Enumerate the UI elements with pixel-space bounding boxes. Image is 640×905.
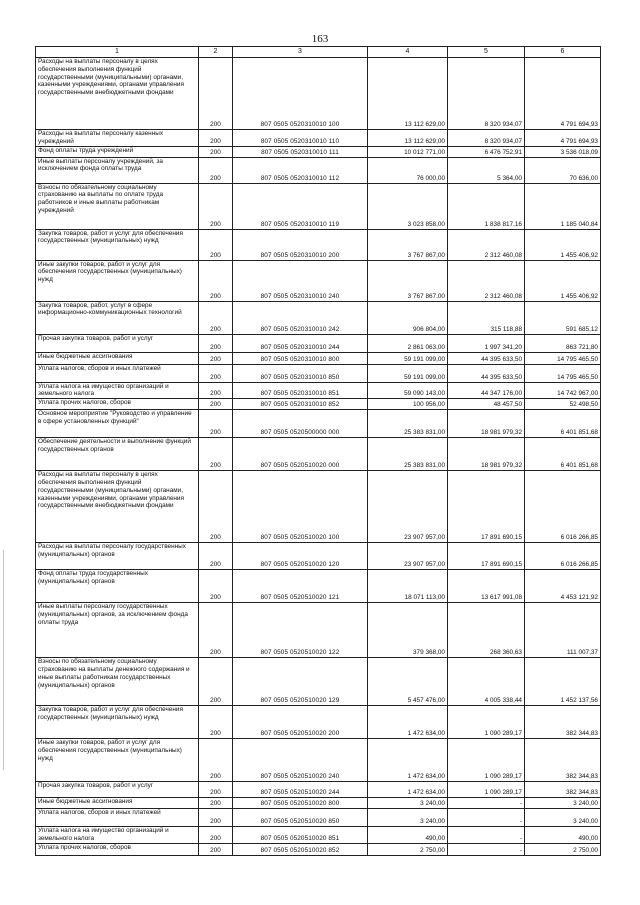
- executed-amount-cell: 6 476 752,91: [448, 146, 525, 157]
- column-number: 3: [233, 47, 368, 58]
- row-name-cell: Закупка товаров, работ и услуг для обеспечения государственных (муниципальных) нужд: [36, 706, 199, 739]
- approved-amount-cell: 23 907 957,00: [368, 543, 448, 570]
- row-kbk-cell: 807 0505 0520510020 129: [233, 658, 368, 706]
- table-row: [36, 183, 601, 229]
- row-code-cell: 200: [199, 334, 233, 352]
- budget-execution-table: [35, 46, 601, 856]
- approved-amount-cell: 906 804,00: [368, 301, 448, 334]
- table-row: [36, 570, 601, 603]
- row-kbk-cell: 807 0505 0520310010 112: [233, 157, 368, 183]
- unexecuted-amount-cell: 6 401 851,68: [525, 438, 601, 471]
- executed-amount-cell: 17 891 690,15: [448, 471, 525, 543]
- unexecuted-amount-cell: 1 185 040,84: [525, 183, 601, 229]
- executed-amount-cell: 44 347 176,00: [448, 382, 525, 399]
- unexecuted-amount-cell: 3 240,00: [525, 798, 601, 809]
- approved-amount-cell: 76 000,00: [368, 157, 448, 183]
- executed-amount-cell: 1 090 289,17: [448, 706, 525, 739]
- table-row: [36, 827, 601, 844]
- row-kbk-cell: 807 0505 0520310010 111: [233, 146, 368, 157]
- column-number: 1: [36, 47, 199, 58]
- table-row: [36, 782, 601, 798]
- executed-amount-cell: 4 005 338,44: [448, 658, 525, 706]
- approved-amount-cell: 23 907 957,00: [368, 471, 448, 543]
- row-name-cell: Уплата налога на имущество организаций и земельного налога: [36, 827, 199, 844]
- row-kbk-cell: 807 0505 0520510020 122: [233, 603, 368, 658]
- table-row: [36, 706, 601, 739]
- executed-amount-cell: 2 312 460,08: [448, 260, 525, 301]
- unexecuted-amount-cell: 4 791 694,93: [525, 58, 601, 130]
- row-kbk-cell: 807 0505 0520310010 242: [233, 301, 368, 334]
- table-row: [36, 471, 601, 543]
- column-number: 5: [448, 47, 525, 58]
- executed-amount-cell: 268 360,63: [448, 603, 525, 658]
- row-kbk-cell: 807 0505 0520310010 852: [233, 399, 368, 410]
- executed-amount-cell: 1 997 341,20: [448, 334, 525, 352]
- row-kbk-cell: 807 0505 0520310010 110: [233, 130, 368, 147]
- approved-amount-cell: 379 368,00: [368, 603, 448, 658]
- table-row: [36, 382, 601, 399]
- row-code-cell: 200: [199, 603, 233, 658]
- approved-amount-cell: 1 472 634,00: [368, 739, 448, 782]
- executed-amount-cell: 18 981 979,32: [448, 410, 525, 438]
- row-code-cell: 200: [199, 364, 233, 382]
- executed-amount-cell: 1 838 817,16: [448, 183, 525, 229]
- row-kbk-cell: 807 0505 0520510020 120: [233, 543, 368, 570]
- column-number: 6: [525, 47, 601, 58]
- executed-amount-cell: 1 090 289,17: [448, 782, 525, 798]
- row-code-cell: 200: [199, 157, 233, 183]
- executed-amount-cell: 8 320 934,07: [448, 130, 525, 147]
- executed-amount-cell: 8 320 934,07: [448, 58, 525, 130]
- row-kbk-cell: 807 0505 0520510020 244: [233, 782, 368, 798]
- unexecuted-amount-cell: 3 536 018,09: [525, 146, 601, 157]
- approved-amount-cell: 25 383 831,00: [368, 410, 448, 438]
- column-number: 4: [368, 47, 448, 58]
- executed-amount-cell: 17 891 690,15: [448, 543, 525, 570]
- unexecuted-amount-cell: 2 750,00: [525, 843, 601, 855]
- table-row: [36, 301, 601, 334]
- table-row: [36, 130, 601, 147]
- executed-amount-cell: 315 118,88: [448, 301, 525, 334]
- approved-amount-cell: 59 191 099,00: [368, 364, 448, 382]
- row-code-cell: 200: [199, 183, 233, 229]
- unexecuted-amount-cell: 1 452 137,56: [525, 658, 601, 706]
- table-row: [36, 364, 601, 382]
- row-name-cell: Уплата налогов, сборов и иных платежей: [36, 809, 199, 827]
- row-kbk-cell: 807 0505 0520510020 851: [233, 827, 368, 844]
- unexecuted-amount-cell: 3 240,00: [525, 809, 601, 827]
- row-code-cell: 200: [199, 658, 233, 706]
- unexecuted-amount-cell: 14 795 465,50: [525, 352, 601, 364]
- row-code-cell: 200: [199, 798, 233, 809]
- row-kbk-cell: 807 0505 0520510020 100: [233, 471, 368, 543]
- row-name-cell: Уплата налога на имущество организаций и земельного налога: [36, 382, 199, 399]
- row-code-cell: 200: [199, 827, 233, 844]
- row-kbk-cell: 807 0505 0520510020 121: [233, 570, 368, 603]
- unexecuted-amount-cell: 591 685,12: [525, 301, 601, 334]
- approved-amount-cell: 13 112 629,00: [368, 58, 448, 130]
- table-row: [36, 352, 601, 364]
- row-kbk-cell: 807 0505 0520310010 800: [233, 352, 368, 364]
- row-code-cell: 200: [199, 229, 233, 260]
- approved-amount-cell: 5 457 476,00: [368, 658, 448, 706]
- row-kbk-cell: 807 0505 0520310010 240: [233, 260, 368, 301]
- table-row: [36, 658, 601, 706]
- approved-amount-cell: 3 240,00: [368, 809, 448, 827]
- row-code-cell: 200: [199, 543, 233, 570]
- table-row: [36, 157, 601, 183]
- row-name-cell: Иные выплаты персоналу государственных (муниципальных) органов, за исключением фонда оплаты труда: [36, 603, 199, 658]
- row-name-cell: Закупка товаров, работ, услуг в сфере информационно-коммуникационных технологий: [36, 301, 199, 334]
- row-name-cell: Основное мероприятие "Руководство и управление в сфере установленных функций": [36, 410, 199, 438]
- row-name-cell: Уплата прочих налогов, сборов: [36, 843, 199, 855]
- unexecuted-amount-cell: 4 453 121,92: [525, 570, 601, 603]
- table-row: [36, 603, 601, 658]
- row-kbk-cell: 807 0505 0520510020 200: [233, 706, 368, 739]
- unexecuted-amount-cell: 14 742 967,00: [525, 382, 601, 399]
- row-name-cell: Взносы по обязательному социальному страхованию на выплаты по оплате труда работников и иные выплаты работникам учреждений: [36, 183, 199, 229]
- executed-amount-cell: 44 395 633,50: [448, 352, 525, 364]
- row-code-cell: 200: [199, 809, 233, 827]
- row-kbk-cell: 807 0505 0520310010 850: [233, 364, 368, 382]
- row-name-cell: Иные бюджетные ассигнования: [36, 798, 199, 809]
- table-row: [36, 438, 601, 471]
- approved-amount-cell: 25 383 831,00: [368, 438, 448, 471]
- executed-amount-cell: 48 457,50: [448, 399, 525, 410]
- table-row: [36, 229, 601, 260]
- row-name-cell: Расходы на выплаты персоналу казенных учреждений: [36, 130, 199, 147]
- executed-amount-cell: -: [448, 827, 525, 844]
- row-code-cell: 200: [199, 146, 233, 157]
- table-row: [36, 58, 601, 130]
- row-name-cell: Взносы по обязательному социальному страхованию на выплаты денежного содержания и иные выплаты работникам государственных (муниципальных) органов: [36, 658, 199, 706]
- approved-amount-cell: 13 112 629,00: [368, 130, 448, 147]
- row-name-cell: Прочая закупка товаров, работ и услуг: [36, 334, 199, 352]
- row-code-cell: 200: [199, 782, 233, 798]
- row-code-cell: 200: [199, 260, 233, 301]
- approved-amount-cell: 3 240,00: [368, 798, 448, 809]
- row-name-cell: Иные выплаты персоналу учреждений, за исключением фонда оплаты труда: [36, 157, 199, 183]
- approved-amount-cell: 490,00: [368, 827, 448, 844]
- approved-amount-cell: 100 956,00: [368, 399, 448, 410]
- row-name-cell: Иные закупки товаров, работ и услуг для обеспечения государственных (муниципальных) нужд: [36, 260, 199, 301]
- unexecuted-amount-cell: 382 344,83: [525, 782, 601, 798]
- row-code-cell: 200: [199, 438, 233, 471]
- table-row: [36, 798, 601, 809]
- table-row: [36, 809, 601, 827]
- executed-amount-cell: -: [448, 843, 525, 855]
- row-code-cell: 200: [199, 471, 233, 543]
- unexecuted-amount-cell: 52 498,50: [525, 399, 601, 410]
- column-number-row: [36, 47, 601, 58]
- approved-amount-cell: 1 472 634,00: [368, 706, 448, 739]
- executed-amount-cell: -: [448, 809, 525, 827]
- row-code-cell: 200: [199, 410, 233, 438]
- table-row: [36, 543, 601, 570]
- table-row: [36, 334, 601, 352]
- approved-amount-cell: 18 071 113,00: [368, 570, 448, 603]
- row-kbk-cell: 807 0505 0520310010 851: [233, 382, 368, 399]
- row-kbk-cell: 807 0505 0520310010 119: [233, 183, 368, 229]
- row-name-cell: Обеспечение деятельности и выполнение функций государственных органов: [36, 438, 199, 471]
- executed-amount-cell: 13 617 991,08: [448, 570, 525, 603]
- row-kbk-cell: 807 0505 0520510020 800: [233, 798, 368, 809]
- executed-amount-cell: 18 981 979,32: [448, 438, 525, 471]
- row-name-cell: Расходы на выплаты персоналу государственных (муниципальных) органов: [36, 543, 199, 570]
- row-code-cell: 200: [199, 130, 233, 147]
- row-code-cell: 200: [199, 706, 233, 739]
- row-name-cell: Уплата прочих налогов, сборов: [36, 399, 199, 410]
- table-row: [36, 410, 601, 438]
- approved-amount-cell: 3 023 858,00: [368, 183, 448, 229]
- row-kbk-cell: 807 0505 0520510020 852: [233, 843, 368, 855]
- row-name-cell: Уплата налогов, сборов и иных платежей: [36, 364, 199, 382]
- unexecuted-amount-cell: 6 401 851,68: [525, 410, 601, 438]
- executed-amount-cell: 44 395 633,50: [448, 364, 525, 382]
- row-kbk-cell: 807 0505 0520310010 200: [233, 229, 368, 260]
- approved-amount-cell: 59 191 099,00: [368, 352, 448, 364]
- row-code-cell: 200: [199, 58, 233, 130]
- unexecuted-amount-cell: 382 344,83: [525, 706, 601, 739]
- unexecuted-amount-cell: 6 016 266,85: [525, 471, 601, 543]
- executed-amount-cell: 5 364,00: [448, 157, 525, 183]
- row-kbk-cell: 807 0505 0520510020 000: [233, 438, 368, 471]
- column-number: 2: [199, 47, 233, 58]
- unexecuted-amount-cell: 1 455 406,92: [525, 260, 601, 301]
- executed-amount-cell: -: [448, 798, 525, 809]
- approved-amount-cell: 10 012 771,00: [368, 146, 448, 157]
- approved-amount-cell: 2 861 063,00: [368, 334, 448, 352]
- unexecuted-amount-cell: 70 636,00: [525, 157, 601, 183]
- row-name-cell: Фонд оплаты труда учреждений: [36, 146, 199, 157]
- approved-amount-cell: 59 090 143,00: [368, 382, 448, 399]
- approved-amount-cell: 2 750,00: [368, 843, 448, 855]
- row-name-cell: Закупка товаров, работ и услуг для обеспечения государственных (муниципальных) нужд: [36, 229, 199, 260]
- table-row: [36, 260, 601, 301]
- row-code-cell: 200: [199, 301, 233, 334]
- table-row: [36, 843, 601, 855]
- row-code-cell: 200: [199, 570, 233, 603]
- unexecuted-amount-cell: 382 344,83: [525, 739, 601, 782]
- unexecuted-amount-cell: 490,00: [525, 827, 601, 844]
- unexecuted-amount-cell: 14 795 465,50: [525, 364, 601, 382]
- row-code-cell: 200: [199, 399, 233, 410]
- approved-amount-cell: 1 472 634,00: [368, 782, 448, 798]
- table-row: [36, 146, 601, 157]
- row-code-cell: 200: [199, 382, 233, 399]
- row-name-cell: Расходы на выплаты персоналу в целях обеспечения выполнения функций государственными (муниципальными) органами, казенными учреждениями, органами управления государственными внебюджетными фондами: [36, 58, 199, 130]
- row-kbk-cell: 807 0505 0520310010 100: [233, 58, 368, 130]
- approved-amount-cell: 3 767 867,00: [368, 260, 448, 301]
- unexecuted-amount-cell: 111 007,37: [525, 603, 601, 658]
- row-name-cell: Иные закупки товаров, работ и услуг для обеспечения государственных (муниципальных) нужд: [36, 739, 199, 782]
- row-kbk-cell: 807 0505 0520510020 850: [233, 809, 368, 827]
- scan-edge-mark: [3, 550, 4, 770]
- row-kbk-cell: 807 0505 0520310010 244: [233, 334, 368, 352]
- row-name-cell: Иные бюджетные ассигнования: [36, 352, 199, 364]
- executed-amount-cell: 1 090 289,17: [448, 739, 525, 782]
- row-code-cell: 200: [199, 843, 233, 855]
- page-number: 163: [311, 33, 329, 45]
- row-kbk-cell: 807 0505 0520510020 240: [233, 739, 368, 782]
- unexecuted-amount-cell: 6 016 266,85: [525, 543, 601, 570]
- row-code-cell: 200: [199, 352, 233, 364]
- unexecuted-amount-cell: 863 721,80: [525, 334, 601, 352]
- unexecuted-amount-cell: 4 791 694,93: [525, 130, 601, 147]
- table-row: [36, 739, 601, 782]
- table-row: [36, 399, 601, 410]
- row-kbk-cell: 807 0505 0520500000 000: [233, 410, 368, 438]
- unexecuted-amount-cell: 1 455 406,92: [525, 229, 601, 260]
- row-name-cell: Фонд оплаты труда государственных (муниципальных) органов: [36, 570, 199, 603]
- executed-amount-cell: 2 312 460,08: [448, 229, 525, 260]
- row-name-cell: Расходы на выплаты персоналу в целях обеспечения выполнения функций государственными (муниципальными) органами, казенными учреждениями, органами управления государственными внебюджетными фондами: [36, 471, 199, 543]
- approved-amount-cell: 3 767 867,00: [368, 229, 448, 260]
- row-code-cell: 200: [199, 739, 233, 782]
- row-name-cell: Прочая закупка товаров, работ и услуг: [36, 782, 199, 798]
